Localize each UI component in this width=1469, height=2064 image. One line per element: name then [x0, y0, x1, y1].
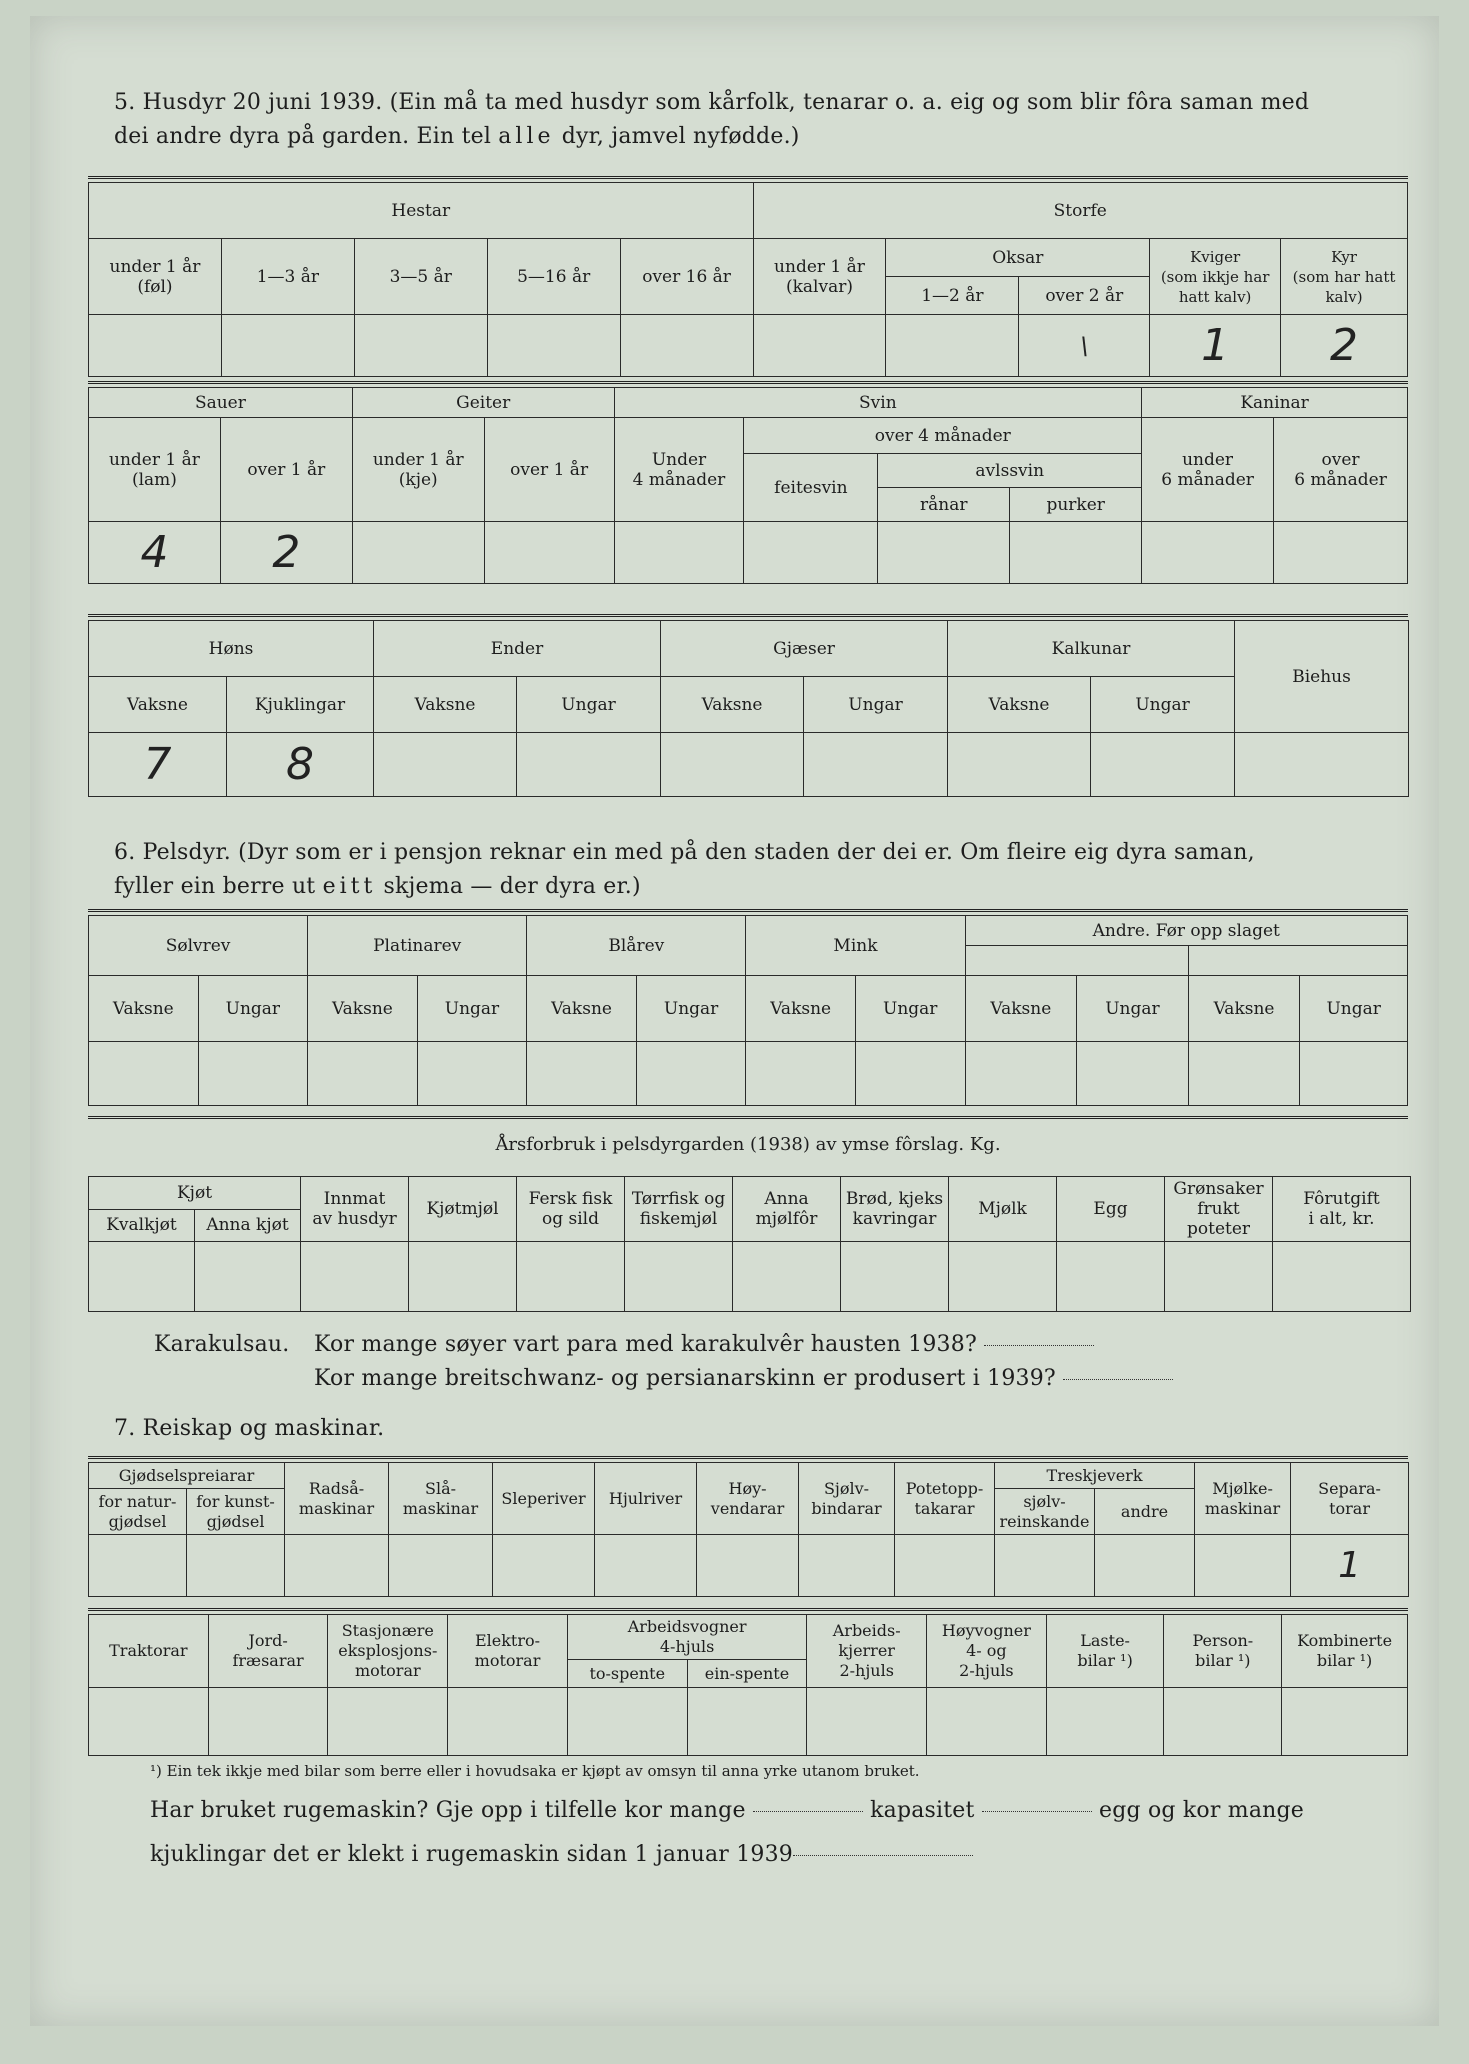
kombbil-header: Kombinerte bilar ¹): [1282, 1615, 1408, 1688]
kjot-header: Kjøt: [89, 1177, 301, 1210]
kviger-header: Kviger (som ikkje har hatt kalv): [1150, 239, 1281, 315]
cell[interactable]: [187, 1535, 285, 1597]
kyr-header: Kyr (som har hatt kalv): [1281, 239, 1408, 315]
rule: [88, 1116, 1408, 1119]
karakul-q1-text: Kor mange søyer vart para med karakulvêr hausten 1938?: [314, 1332, 977, 1357]
karakul-q1: [314, 1328, 1094, 1362]
cell[interactable]: [1165, 1242, 1273, 1312]
rule: [88, 1608, 1408, 1611]
cell[interactable]: [208, 1688, 328, 1756]
cell[interactable]: [620, 315, 753, 377]
ruge-egg-label: egg og kor mange: [1098, 1798, 1305, 1823]
sauer-svin-table: [88, 387, 1408, 584]
andre-slag-1[interactable]: [965, 946, 1188, 976]
cell[interactable]: [753, 315, 886, 377]
storfe-header: Storfe: [753, 183, 1407, 239]
pels-ungar: Ungar: [1300, 976, 1408, 1042]
cell[interactable]: [487, 315, 620, 377]
cell[interactable]: [625, 1242, 733, 1312]
geiter-header: Geiter: [352, 388, 614, 418]
rule: [88, 176, 1408, 179]
avlssvin: avlssvin: [878, 454, 1142, 488]
svin-header: Svin: [614, 388, 1142, 418]
anna-mjolfor-header: Anna mjølfôr: [733, 1177, 841, 1242]
cell[interactable]: [89, 1042, 199, 1106]
cell[interactable]: [301, 1242, 409, 1312]
stasjon-header: Stasjonære eksplosjons- motorar: [328, 1615, 448, 1688]
cell[interactable]: [1010, 522, 1142, 584]
kunst-header: for kunst- gjødsel: [187, 1489, 285, 1535]
cell[interactable]: [1091, 733, 1235, 797]
cell[interactable]: [328, 1688, 448, 1756]
section-5-line-2-a: dei andre dyra på garden. Ein tel: [114, 124, 492, 149]
egg-header: Egg: [1057, 1177, 1165, 1242]
elektro-header: Elektro- motorar: [448, 1615, 568, 1688]
traktorar-header: Traktorar: [89, 1615, 209, 1688]
cell[interactable]: [614, 522, 744, 584]
cell[interactable]: [374, 733, 517, 797]
karakul-q2-answer[interactable]: [1063, 1378, 1173, 1380]
gronsaker-header: Grønsaker frukt poteter: [1165, 1177, 1273, 1242]
cell[interactable]: [354, 315, 487, 377]
reiskap-table-2: [88, 1614, 1408, 1756]
ruge-line-1: [150, 1794, 1410, 1828]
andre-header: Andre. Før opp slaget: [965, 916, 1407, 946]
value-lam[interactable]: 4: [89, 522, 221, 584]
fersk-fisk-header: Fersk fisk og sild: [517, 1177, 625, 1242]
cell[interactable]: [221, 315, 354, 377]
biehus-header: Biehus: [1235, 621, 1409, 733]
cell[interactable]: [1077, 1042, 1189, 1106]
cell[interactable]: [927, 1688, 1047, 1756]
pels-ungar: Ungar: [1077, 976, 1189, 1042]
solvrev-header: Sølvrev: [89, 916, 308, 976]
oksar-header: Oksar: [886, 239, 1150, 277]
hons-kjuklingar: Kjuklingar: [227, 677, 374, 733]
section-5-line-1: 5. Husdyr 20 juni 1939. (Ein må ta med husdyr som kårfolk, tenarar o. a. eig og som blir fôra saman med: [114, 90, 1310, 115]
hoyvend-header: Høy- vendarar: [697, 1463, 799, 1535]
kaninar-header: Kaninar: [1142, 388, 1408, 418]
value-kyr[interactable]: 2: [1281, 315, 1408, 377]
personbil-header: Person- bilar ¹): [1164, 1615, 1282, 1688]
cell[interactable]: [1273, 1242, 1411, 1312]
pels-vaksne: Vaksne: [965, 976, 1077, 1042]
karakul-q2-text: Kor mange breitschwanz- og persianarskinn er produsert i 1939?: [314, 1366, 1056, 1391]
cell[interactable]: [89, 1535, 187, 1597]
einspente-header: ein-spente: [687, 1660, 807, 1688]
section-6-line-2-c: skjema — der dyra er.): [383, 874, 641, 899]
hestar-5-16: 5—16 år: [487, 239, 620, 315]
kalkunar-ungar: Ungar: [1091, 677, 1235, 733]
cell[interactable]: [1274, 522, 1408, 584]
cell[interactable]: [733, 1242, 841, 1312]
ruge-question-2: kjuklingar det er klekt i rugemaskin sidan 1 januar 1939: [150, 1842, 794, 1867]
hestar-storfe-table: [88, 182, 1408, 377]
ruge-capacity-label: kapasitet: [870, 1798, 975, 1823]
cell[interactable]: [1188, 1042, 1300, 1106]
section-5-line-2: [114, 120, 1404, 154]
reiskap-table-1: [88, 1462, 1409, 1597]
separ-header: Separa- torar: [1291, 1463, 1409, 1535]
svin-over-4: over 4 månader: [744, 418, 1142, 454]
cell[interactable]: [1195, 1535, 1291, 1597]
cell[interactable]: [799, 1535, 895, 1597]
pels-vaksne: Vaksne: [308, 976, 418, 1042]
hestar-header: Hestar: [89, 183, 754, 239]
cell[interactable]: [308, 1042, 418, 1106]
cell[interactable]: [949, 1242, 1057, 1312]
blarev-header: Blårev: [527, 916, 746, 976]
census-form-page: [30, 16, 1439, 2026]
arbvogn-header: Arbeidsvogner 4-hjuls: [567, 1615, 806, 1660]
jordfres-header: Jord- fræsarar: [208, 1615, 328, 1688]
kalkunar-vaksne: Vaksne: [948, 677, 1091, 733]
cell[interactable]: [807, 1688, 927, 1756]
section-6-line-1: 6. Pelsdyr. (Dyr som er i pensjon reknar ein med på den staden der dei er. Om fleire eig dyra saman,: [114, 840, 1255, 865]
tospente-header: to-spente: [567, 1660, 687, 1688]
pels-vaksne: Vaksne: [527, 976, 637, 1042]
cell[interactable]: [1164, 1688, 1282, 1756]
sleperiver-header: Sleperiver: [493, 1463, 595, 1535]
section-6-title: [114, 836, 1414, 904]
kvalkjot-header: Kvalkjøt: [89, 1209, 195, 1242]
innmat-header: Innmat av husdyr: [301, 1177, 409, 1242]
lastebil-header: Laste- bilar ¹): [1046, 1615, 1164, 1688]
ranar: rånar: [878, 488, 1010, 522]
hons-vaksne: Vaksne: [89, 677, 227, 733]
value-kviger[interactable]: 1: [1150, 315, 1281, 377]
hjulriver-header: Hjulriver: [595, 1463, 697, 1535]
hestar-under-1: under 1 år (føl): [89, 239, 222, 315]
kjotmjol-header: Kjøtmjøl: [409, 1177, 517, 1242]
ender-ungar: Ungar: [517, 677, 661, 733]
gjaeser-ungar: Ungar: [804, 677, 948, 733]
sauer-header: Sauer: [89, 388, 353, 418]
karakul-q2: [314, 1362, 1173, 1396]
hoyvogn-header: Høyvogner 4- og 2-hjuls: [927, 1615, 1047, 1688]
section-5-title: [114, 86, 1404, 154]
cell[interactable]: [448, 1688, 568, 1756]
forbruk-table: [88, 1176, 1411, 1312]
pels-ungar: Ungar: [417, 976, 527, 1042]
pelsdyr-table: [88, 915, 1408, 1106]
geiter-over-1: over 1 år: [484, 418, 614, 522]
cell[interactable]: [886, 315, 1019, 377]
cell[interactable]: [746, 1042, 856, 1106]
rule: [88, 1456, 1408, 1459]
mjolk-header: Mjølk: [949, 1177, 1057, 1242]
cell[interactable]: [527, 1042, 637, 1106]
sauer-under-1: under 1 år (lam): [89, 418, 221, 522]
forbruk-title: Årsforbruk i pelsdyrgarden (1938) av ymse fôrslag. Kg.: [495, 1134, 1001, 1155]
ruge-question: Har bruket rugemaskin? Gje opp i tilfelle kor mange: [150, 1798, 746, 1823]
value-sau-over-1[interactable]: 2: [220, 522, 352, 584]
ender-header: Ender: [374, 621, 661, 677]
cell[interactable]: [517, 1242, 625, 1312]
cell[interactable]: [567, 1688, 687, 1756]
cell[interactable]: [995, 1535, 1095, 1597]
cell[interactable]: [484, 522, 614, 584]
rule: [88, 614, 1408, 617]
cell[interactable]: [389, 1535, 493, 1597]
pels-ungar: Ungar: [855, 976, 965, 1042]
platinarev-header: Platinarev: [308, 916, 527, 976]
hestar-1-3: 1—3 år: [221, 239, 354, 315]
kalkunar-header: Kalkunar: [948, 621, 1235, 677]
oksar-1-2: 1—2 år: [886, 277, 1019, 315]
kaninar-over-6: over 6 månader: [1274, 418, 1408, 522]
rule: [88, 909, 1408, 912]
cell[interactable]: [1046, 1688, 1164, 1756]
feitesvin: feitesvin: [744, 454, 878, 522]
kaninar-under-6: under 6 månader: [1142, 418, 1274, 522]
ruge-capacity-answer[interactable]: [982, 1810, 1092, 1812]
pels-vaksne: Vaksne: [1188, 976, 1300, 1042]
cell[interactable]: [417, 1042, 527, 1106]
gjaeser-vaksne: Vaksne: [661, 677, 804, 733]
oksar-over-2: over 2 år: [1019, 277, 1150, 315]
anna-kjot-header: Anna kjøt: [195, 1209, 301, 1242]
section-6-emphasis: eitt: [322, 874, 377, 899]
value-separ[interactable]: 1: [1291, 1535, 1409, 1597]
cell[interactable]: [352, 522, 484, 584]
value-hons-kjuklingar[interactable]: 8: [227, 733, 374, 797]
gjodsel-header: Gjødselspreiarar: [89, 1463, 285, 1489]
cell[interactable]: [89, 1242, 195, 1312]
cell[interactable]: [636, 1042, 746, 1106]
tresk-header: Treskjeverk: [995, 1463, 1195, 1489]
geiter-under-1: under 1 år (kje): [352, 418, 484, 522]
pels-ungar: Ungar: [636, 976, 746, 1042]
cell[interactable]: [661, 733, 804, 797]
storfe-under-1: under 1 år (kalvar): [753, 239, 886, 315]
karakul-q1-answer[interactable]: [984, 1344, 1094, 1346]
section-6-line-2-a: fyller ein berre ut: [114, 874, 316, 899]
footnote: ¹) Ein tek ikkje med bilar som berre eller i hovudsaka er kjøpt av omsyn til anna yrke utanom bruket.: [150, 1762, 920, 1780]
cell[interactable]: [1057, 1242, 1165, 1312]
value-hons-vaksne[interactable]: 7: [89, 733, 227, 797]
brod-header: Brød, kjeks kavringar: [841, 1177, 949, 1242]
forutgift-header: Fôrutgift i alt, kr.: [1273, 1177, 1411, 1242]
value-oksar-over-2[interactable]: \: [1019, 315, 1150, 377]
tresk-andre-header: andre: [1095, 1489, 1195, 1535]
pels-vaksne: Vaksne: [89, 976, 199, 1042]
mjolkemask-header: Mjølke- maskinar: [1195, 1463, 1291, 1535]
cell[interactable]: [804, 733, 948, 797]
cell[interactable]: [1095, 1535, 1195, 1597]
hestar-3-5: 3—5 år: [354, 239, 487, 315]
section-5-line-2-c: dyr, jamvel nyfødde.): [561, 124, 800, 149]
rule: [88, 381, 1408, 384]
cell[interactable]: [89, 1688, 209, 1756]
cell[interactable]: [841, 1242, 949, 1312]
cell[interactable]: [687, 1688, 807, 1756]
arbkjerr-header: Arbeids- kjerrer 2-hjuls: [807, 1615, 927, 1688]
cell[interactable]: [1142, 522, 1274, 584]
cell[interactable]: [595, 1535, 697, 1597]
cell[interactable]: [1300, 1042, 1408, 1106]
cell[interactable]: [744, 522, 878, 584]
ruge-line-2: [150, 1838, 973, 1872]
cell[interactable]: [409, 1242, 517, 1312]
cell[interactable]: [965, 1042, 1077, 1106]
section-7-title: 7. Reiskap og maskinar.: [114, 1416, 385, 1441]
torrfisk-header: Tørrfisk og fiskemjøl: [625, 1177, 733, 1242]
karakul-label: Karakulsau.: [154, 1332, 290, 1357]
cell[interactable]: [1282, 1688, 1408, 1756]
ruge-kjuklingar-answer[interactable]: [793, 1854, 973, 1856]
cell[interactable]: [855, 1042, 965, 1106]
hestar-over-16: over 16 år: [620, 239, 753, 315]
section-6-line-2: [114, 870, 1414, 904]
sjolvreins-header: sjølv- reinskande: [995, 1489, 1095, 1535]
radsa-header: Radså- maskinar: [285, 1463, 389, 1535]
mink-header: Mink: [746, 916, 965, 976]
cell[interactable]: [895, 1535, 995, 1597]
ender-vaksne: Vaksne: [374, 677, 517, 733]
cell[interactable]: [1235, 733, 1409, 797]
hons-header: Høns: [89, 621, 374, 677]
sjolvbind-header: Sjølv- bindarar: [799, 1463, 895, 1535]
svin-under-4: Under 4 månader: [614, 418, 744, 522]
gjaeser-header: Gjæser: [661, 621, 948, 677]
sla-header: Slå- maskinar: [389, 1463, 493, 1535]
fjorfe-table: [88, 620, 1409, 797]
cell[interactable]: [493, 1535, 595, 1597]
section-5-emphasis: alle: [498, 124, 555, 149]
andre-slag-2[interactable]: [1188, 946, 1407, 976]
pels-vaksne: Vaksne: [746, 976, 856, 1042]
cell[interactable]: [195, 1242, 301, 1312]
cell[interactable]: [948, 733, 1091, 797]
natur-header: for natur- gjødsel: [89, 1489, 187, 1535]
sauer-over-1: over 1 år: [220, 418, 352, 522]
potet-header: Potetopp- takarar: [895, 1463, 995, 1535]
cell[interactable]: [198, 1042, 308, 1106]
cell[interactable]: [285, 1535, 389, 1597]
cell[interactable]: [517, 733, 661, 797]
ruge-count-answer[interactable]: [753, 1810, 863, 1812]
cell[interactable]: [697, 1535, 799, 1597]
pels-ungar: Ungar: [198, 976, 308, 1042]
purker: purker: [1010, 488, 1142, 522]
cell[interactable]: [89, 315, 222, 377]
cell[interactable]: [878, 522, 1010, 584]
